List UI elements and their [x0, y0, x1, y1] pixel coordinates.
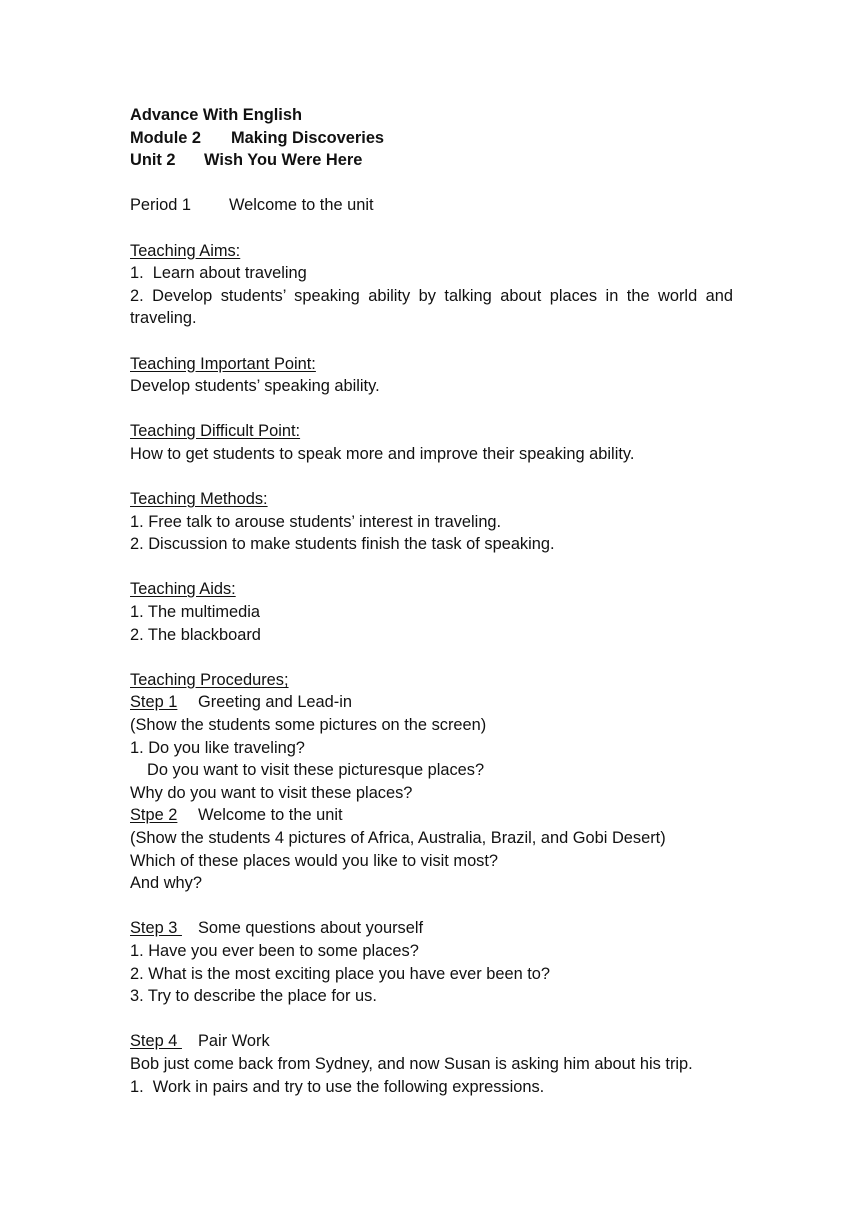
step-line: 1. Have you ever been to some places? [130, 941, 419, 960]
step-title: Pair Work [198, 1032, 270, 1051]
step-line: (Show the students some pictures on the screen) [130, 716, 487, 735]
step-line: 2. What is the most exciting place you have ever been to? [130, 964, 551, 983]
course-title: Advance With English [130, 106, 302, 124]
period-line [130, 194, 733, 217]
aims-item: 2. Develop students’ speaking ability by talking about places in the world and traveling. [130, 286, 733, 328]
step-title: Welcome to the unit [198, 806, 343, 825]
aids-heading: Teaching Aids: [130, 580, 236, 599]
period-label: Period 1 [130, 196, 192, 215]
difficult-point-heading: Teaching Difficult Point: [130, 422, 301, 441]
unit-label: Unit 2 [130, 151, 176, 170]
module-label: Module 2 [130, 128, 202, 147]
methods-item: 2. Discussion to make students finish the task of speaking. [130, 535, 555, 554]
aids-item: 2. The blackboard [130, 625, 261, 644]
unit-title: Wish You Were Here [204, 151, 363, 170]
step-line: 1. Do you like traveling? [130, 738, 305, 757]
procedures-heading: Teaching Procedures; [130, 670, 289, 689]
step-heading [130, 804, 733, 827]
step-line: 1. Work in pairs and try to use the following expressions. [130, 1077, 545, 1096]
difficult-point-text: How to get students to speak more and improve their speaking ability. [130, 444, 635, 463]
step-line: (Show the students 4 pictures of Africa, Australia, Brazil, and Gobi Desert) [130, 829, 666, 847]
period-title: Welcome to the unit [229, 196, 374, 215]
step-label: Stpe 2 [130, 806, 178, 825]
unit-heading [130, 149, 733, 172]
module-title: Making Discoveries [231, 128, 385, 147]
aims-heading: Teaching Aims: [130, 241, 241, 260]
step-label: Step 4 [130, 1032, 182, 1051]
important-point-text: Develop students’ speaking ability. [130, 377, 380, 396]
step-line: 3. Try to describe the place for us. [130, 987, 377, 1006]
lesson-plan [130, 104, 733, 1098]
methods-item: 1. Free talk to arouse students’ interest in traveling. [130, 512, 502, 531]
step-line: And why? [130, 874, 202, 893]
aids-item: 1. The multimedia [130, 603, 260, 622]
step-heading [130, 691, 733, 714]
step-title: Greeting and Lead-in [198, 693, 352, 712]
module-heading [130, 127, 733, 150]
step-line: Do you want to visit these picturesque places? [147, 761, 485, 780]
step-label: Step 3 [130, 919, 182, 938]
step-heading [130, 917, 733, 940]
step-line: Why do you want to visit these places? [130, 783, 413, 802]
aims-item: 1. Learn about traveling [130, 264, 307, 283]
step-line: Bob just come back from Sydney, and now Susan is asking him about his trip. [130, 1054, 693, 1073]
methods-heading: Teaching Methods: [130, 490, 268, 509]
step-line: Which of these places would you like to visit most? [130, 851, 499, 870]
step-label: Step 1 [130, 693, 178, 712]
important-point-heading: Teaching Important Point: [130, 354, 316, 373]
step-heading [130, 1030, 733, 1053]
step-title: Some questions about yourself [198, 919, 424, 938]
